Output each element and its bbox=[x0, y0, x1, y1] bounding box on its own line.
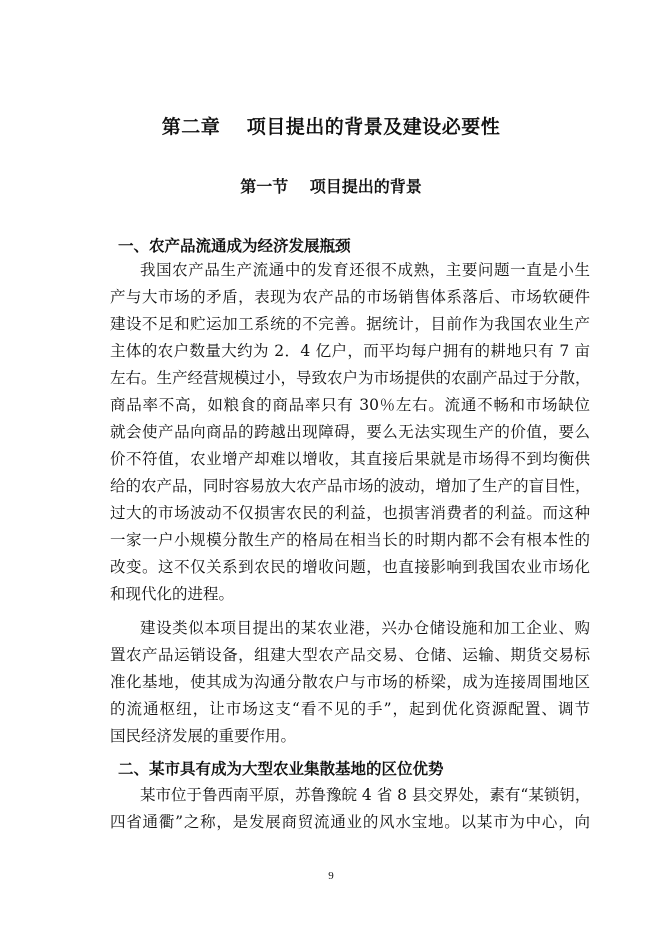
paragraph-line: 我国农产品生产流通中的发育还很不成熟，主要问题一直是小生 bbox=[140, 261, 590, 279]
paragraph-line: 四省通衢”之称，是发展商贸流通业的风水宝地。以某市为中心，向 bbox=[110, 813, 590, 831]
section-title: 第一节 项目提出的背景 bbox=[240, 177, 422, 196]
paragraph-line: 改变。这不仅关系到农民的增收问题，也直接影响到我国农业市场化 bbox=[110, 558, 590, 576]
paragraph-line: 过大的市场波动不仅损害农民的利益，也损害消费者的利益。而这种 bbox=[110, 504, 590, 522]
paragraph-line: 左右。生产经营规模过小，导致农户为市场提供的农副产品过于分散， bbox=[110, 369, 591, 387]
paragraph-line: 和现代化的进程。 bbox=[110, 585, 235, 603]
paragraph-line: 的流通枢纽，让市场这支“看不见的手”，起到优化资源配置、调节 bbox=[110, 700, 590, 718]
chapter-title: 第二章 项目提出的背景及建设必要性 bbox=[161, 116, 501, 138]
paragraph-line: 就会使产品向商品的跨越出现障碍，要么无法实现生产的价值，要么 bbox=[110, 423, 590, 441]
paragraph-line: 建设不足和贮运加工系统的不完善。据统计，目前作为我国农业生产 bbox=[110, 315, 590, 333]
paragraph-line: 建设类似本项目提出的某农业港，兴办仓储设施和加工企业、购 bbox=[140, 619, 590, 637]
paragraph-line: 置农产品运销设备，组建大型农产品交易、仓储、运输、期货交易标 bbox=[110, 646, 590, 664]
paragraph-line: 国民经济发展的重要作用。 bbox=[110, 727, 297, 745]
paragraph-line: 给的农产品，同时容易放大农产品市场的波动，增加了生产的盲目性， bbox=[110, 477, 591, 495]
paragraph-line: 一家一户小规模分散生产的格局在相当长的时期内都不会有根本性的 bbox=[110, 531, 590, 549]
paragraph-line: 价不符值，农业增产却难以增收，其直接后果就是市场得不到均衡供 bbox=[110, 450, 590, 468]
heading-1: 一、农产品流通成为经济发展瓶颈 bbox=[118, 237, 351, 255]
paragraph-line: 某市位于鲁西南平原，苏鲁豫皖 4 省 8 县交界处，素有“某锁钥， bbox=[140, 786, 591, 804]
heading-2: 二、某市具有成为大型农业集散基地的区位优势 bbox=[118, 760, 444, 778]
paragraph-line: 主体的农户数量大约为 2．4 亿户，而平均每户拥有的耕地只有 7 亩 bbox=[110, 342, 590, 360]
paragraph-line: 产与大市场的矛盾，表现为农产品的市场销售体系落后、市场软硬件 bbox=[110, 288, 590, 306]
page-number: 9 bbox=[328, 870, 334, 882]
paragraph-line: 商品率不高，如粮食的商品率只有 30％左右。流通不畅和市场缺位 bbox=[110, 396, 590, 414]
paragraph-line: 准化基地，使其成为沟通分散农户与市场的桥梁，成为连接周围地区 bbox=[110, 673, 590, 691]
